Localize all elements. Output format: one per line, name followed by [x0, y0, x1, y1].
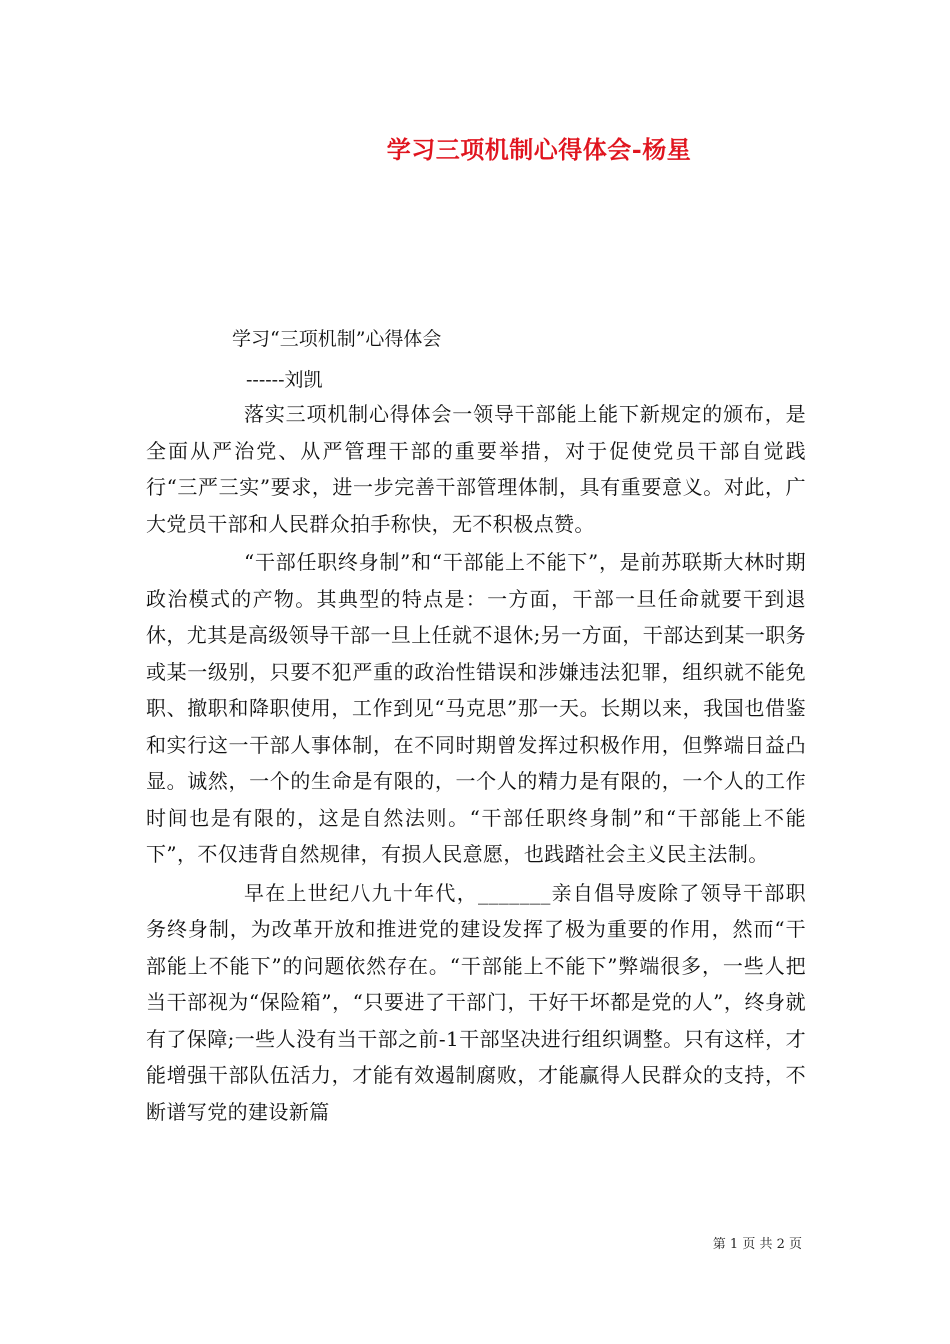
document-title: 学习三项机制心得体会-杨星	[386, 135, 692, 164]
paragraph: “干部任职终身制”和“干部能上不能下”，是前苏联斯大林时期政治模式的产物。其典型的特点是：一方面，干部一旦任命就要干到退休，尤其是高级领导干部一旦上任就不退休;另一方面，干部达到某一职务或某一级别，只要不犯严重的政治性错误和涉嫌违法犯罪，组织就不能免职、撤职和降职使用，工作到见“马克思”那一天。长期以来，我国也借鉴和实行这一干部人事体制，在不同时期曾发挥过积极作用，但弊端日益凸显。诚然，一个的生命是有限的，一个人的精力是有限的，一个人的工作时间也是有限的，这是自然法则。“干部任职终身制”和“干部能上不能下”，不仅违背自然规律，有损人民意愿，也践踏社会主义民主法制。	[146, 550, 806, 866]
page-number: 第 1 页 共 2 页	[712, 1237, 802, 1252]
paragraph: 早在上世纪八九十年代，_______亲自倡导废除了领导干部职务终身制，为改革开放和推进党的建设发挥了极为重要的作用，然而“干部能上不能下”的问题依然存在。“干部能上不能下”弊端很多，一些人把当干部视为“保险箱”，“只要进了干部门，干好干坏都是党的人”，终身就有了保障;一些人没有当干部之前-1干部坚决进行组织调整。只有这样，才能增强干部队伍活力，才能有效遏制腐败，才能赢得人民群众的支持，不断谱写党的建设新篇	[146, 880, 806, 1124]
document-subtitle: 学习“三项机制”心得体会	[232, 328, 442, 350]
paragraph: 落实三项机制心得体会一领导干部能上能下新规定的颁布，是全面从严治党、从严管理干部的重要举措，对于促使党员干部自觉践行“三严三实”要求，进一步完善干部管理体制，具有重要意义。对此，广大党员干部和人民群众拍手称快，无不积极点赞。	[146, 402, 806, 536]
author-line: ------刘凯	[246, 369, 323, 391]
document-body	[146, 396, 806, 1130]
